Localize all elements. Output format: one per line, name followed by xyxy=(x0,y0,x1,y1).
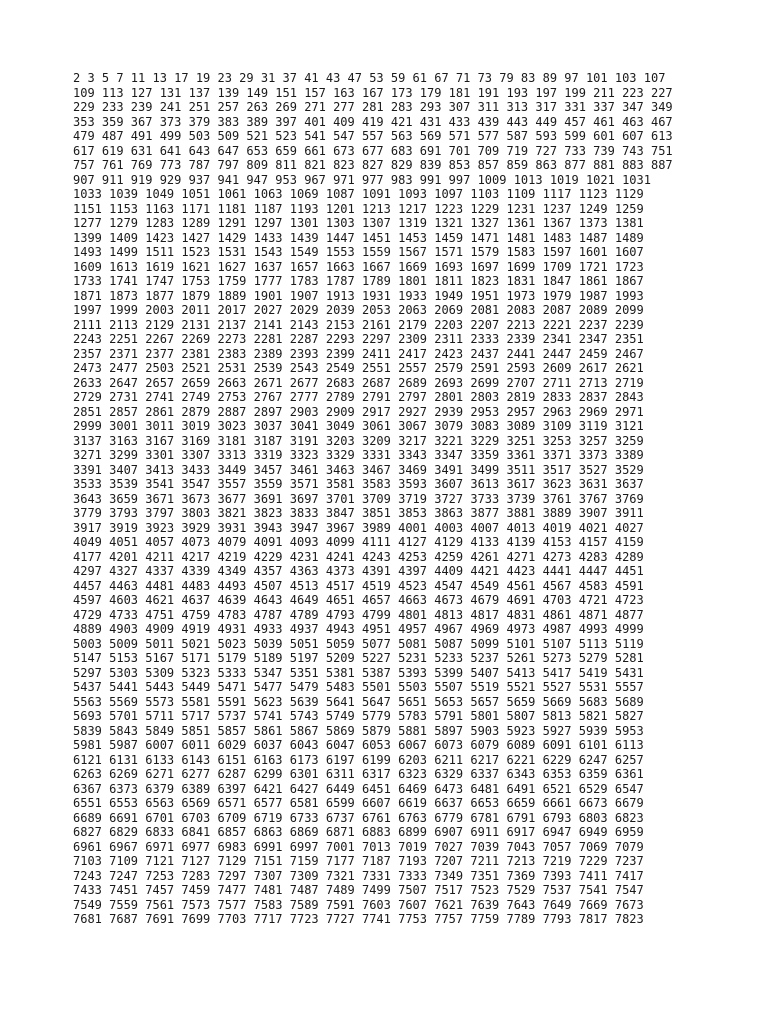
text-line: 6689 6691 6701 6703 6709 6719 6733 6737 6761 6763 6779 6781 6791 6793 6803 6823 xyxy=(73,810,644,825)
text-line: 5563 5569 5573 5581 5591 5623 5639 5641 5647 5651 5653 5657 5659 5669 5683 5689 xyxy=(73,694,644,709)
text-line: 1871 1873 1877 1879 1889 1901 1907 1913 1931 1933 1949 1951 1973 1979 1987 1993 xyxy=(73,288,644,303)
text-line: 2 3 5 7 11 13 17 19 23 29 31 37 41 43 47 53 59 61 67 71 73 79 83 89 97 101 103 107 xyxy=(73,71,666,85)
text-line: 1033 1039 1049 1051 1061 1063 1069 1087 1091 1093 1097 1103 1109 1117 1123 1129 xyxy=(73,187,644,201)
text-line: 5147 5153 5167 5171 5179 5189 5197 5209 5227 5231 5233 5237 5261 5273 5279 5281 xyxy=(73,651,644,665)
text-line: 1277 1279 1283 1289 1291 1297 1301 1303 1307 1319 1321 1327 1361 1367 1373 1381 xyxy=(73,216,644,230)
text-line: 5839 5843 5849 5851 5857 5861 5867 5869 5879 5881 5897 5903 5923 5927 5939 5953 xyxy=(73,723,644,738)
text-line: 7549 7559 7561 7573 7577 7583 7589 7591 7603 7607 7621 7639 7643 7649 7669 7673 xyxy=(73,897,644,912)
text-line: 6827 6829 6833 6841 6857 6863 6869 6871 6883 6899 6907 6911 6917 6947 6949 6959 xyxy=(73,825,644,839)
prime-number-list xyxy=(73,71,763,927)
text-line: 7103 7109 7121 7127 7129 7151 7159 7177 7187 7193 7207 7211 7213 7219 7229 7237 xyxy=(73,854,644,868)
text-line: 7433 7451 7457 7459 7477 7481 7487 7489 7499 7507 7517 7523 7529 7537 7541 7547 xyxy=(73,883,644,897)
text-line: 1399 1409 1423 1427 1429 1433 1439 1447 1451 1453 1459 1471 1481 1483 1487 1489 xyxy=(73,230,644,245)
text-line: 2243 2251 2267 2269 2273 2281 2287 2293 2297 2309 2311 2333 2339 2341 2347 2351 xyxy=(73,332,644,346)
text-line: 5437 5441 5443 5449 5471 5477 5479 5483 5501 5503 5507 5519 5521 5527 5531 5557 xyxy=(73,680,644,694)
text-line: 4889 4903 4909 4919 4931 4933 4937 4943 4951 4957 4967 4969 4973 4987 4993 4999 xyxy=(73,622,644,636)
text-line: 7243 7247 7253 7283 7297 7307 7309 7321 7331 7333 7349 7351 7369 7393 7411 7417 xyxy=(73,868,644,883)
text-line: 479 487 491 499 503 509 521 523 541 547 557 563 569 571 577 587 593 599 601 607 613 xyxy=(73,129,673,143)
text-line: 229 233 239 241 251 257 263 269 271 277 281 283 293 307 311 313 317 331 337 347 349 xyxy=(73,100,673,114)
text-line: 2633 2647 2657 2659 2663 2671 2677 2683 2687 2689 2693 2699 2707 2711 2713 2719 xyxy=(73,375,644,390)
text-line: 2473 2477 2503 2521 2531 2539 2543 2549 2551 2557 2579 2591 2593 2609 2617 2621 xyxy=(73,361,644,375)
text-line: 109 113 127 131 137 139 149 151 157 163 167 173 179 181 191 193 197 199 211 223 227 xyxy=(73,85,673,100)
text-line: 3643 3659 3671 3673 3677 3691 3697 3701 3709 3719 3727 3733 3739 3761 3767 3769 xyxy=(73,491,644,506)
text-line: 2111 2113 2129 2131 2137 2141 2143 2153 2161 2179 2203 2207 2213 2221 2237 2239 xyxy=(73,317,644,332)
text-line: 4297 4327 4337 4339 4349 4357 4363 4373 4391 4397 4409 4421 4423 4441 4447 4451 xyxy=(73,564,644,578)
text-line: 3533 3539 3541 3547 3557 3559 3571 3581 3583 3593 3607 3613 3617 3623 3631 3637 xyxy=(73,477,644,491)
text-line: 2999 3001 3011 3019 3023 3037 3041 3049 3061 3067 3079 3083 3089 3109 3119 3121 xyxy=(73,419,644,433)
text-line: 3271 3299 3301 3307 3313 3319 3323 3329 3331 3343 3347 3359 3361 3371 3373 3389 xyxy=(73,448,644,462)
text-line: 1997 1999 2003 2011 2017 2027 2029 2039 2053 2063 2069 2081 2083 2087 2089 2099 xyxy=(73,303,644,317)
text-line: 6121 6131 6133 6143 6151 6163 6173 6197 6199 6203 6211 6217 6221 6229 6247 6257 xyxy=(73,752,644,767)
text-line: 2729 2731 2741 2749 2753 2767 2777 2789 2791 2797 2801 2803 2819 2833 2837 2843 xyxy=(73,390,644,404)
text-line: 6961 6967 6971 6977 6983 6991 6997 7001 7013 7019 7027 7039 7043 7057 7069 7079 xyxy=(73,839,644,854)
text-line: 4457 4463 4481 4483 4493 4507 4513 4517 4519 4523 4547 4549 4561 4567 4583 4591 xyxy=(73,578,644,593)
text-line: 4729 4733 4751 4759 4783 4787 4789 4793 4799 4801 4813 4817 4831 4861 4871 4877 xyxy=(73,607,644,622)
text-line: 1609 1613 1619 1621 1627 1637 1657 1663 1667 1669 1693 1697 1699 1709 1721 1723 xyxy=(73,259,644,274)
text-line: 6367 6373 6379 6389 6397 6421 6427 6449 6451 6469 6473 6481 6491 6521 6529 6547 xyxy=(73,781,644,796)
text-line: 353 359 367 373 379 383 389 397 401 409 419 421 431 433 439 443 449 457 461 463 467 xyxy=(73,114,673,129)
text-line: 1493 1499 1511 1523 1531 1543 1549 1553 1559 1567 1571 1579 1583 1597 1601 1607 xyxy=(73,245,644,259)
text-line: 2357 2371 2377 2381 2383 2389 2393 2399 2411 2417 2423 2437 2441 2447 2459 2467 xyxy=(73,346,644,361)
text-line: 5297 5303 5309 5323 5333 5347 5351 5381 5387 5393 5399 5407 5413 5417 5419 5431 xyxy=(73,665,644,680)
text-line: 6551 6553 6563 6569 6571 6577 6581 6599 6607 6619 6637 6653 6659 6661 6673 6679 xyxy=(73,796,644,810)
text-line: 5003 5009 5011 5021 5023 5039 5051 5059 5077 5081 5087 5099 5101 5107 5113 5119 xyxy=(73,636,644,651)
text-line: 3137 3163 3167 3169 3181 3187 3191 3203 3209 3217 3221 3229 3251 3253 3257 3259 xyxy=(73,433,644,448)
text-line: 7681 7687 7691 7699 7703 7717 7723 7727 7741 7753 7757 7759 7789 7793 7817 7823 xyxy=(73,912,644,926)
text-line: 4177 4201 4211 4217 4219 4229 4231 4241 4243 4253 4259 4261 4271 4273 4283 4289 xyxy=(73,549,644,564)
text-line: 617 619 631 641 643 647 653 659 661 673 677 683 691 701 709 719 727 733 739 743 751 xyxy=(73,143,673,158)
text-line: 1733 1741 1747 1753 1759 1777 1783 1787 1789 1801 1811 1823 1831 1847 1861 1867 xyxy=(73,274,644,288)
text-line: 5981 5987 6007 6011 6029 6037 6043 6047 6053 6067 6073 6079 6089 6091 6101 6113 xyxy=(73,738,644,752)
text-line: 2851 2857 2861 2879 2887 2897 2903 2909 2917 2927 2939 2953 2957 2963 2969 2971 xyxy=(73,404,644,419)
text-line: 3779 3793 3797 3803 3821 3823 3833 3847 3851 3853 3863 3877 3881 3889 3907 3911 xyxy=(73,506,644,520)
text-line: 3391 3407 3413 3433 3449 3457 3461 3463 3467 3469 3491 3499 3511 3517 3527 3529 xyxy=(73,462,644,477)
text-line: 4049 4051 4057 4073 4079 4091 4093 4099 4111 4127 4129 4133 4139 4153 4157 4159 xyxy=(73,535,644,549)
text-line: 6263 6269 6271 6277 6287 6299 6301 6311 6317 6323 6329 6337 6343 6353 6359 6361 xyxy=(73,767,644,781)
text-line: 757 761 769 773 787 797 809 811 821 823 827 829 839 853 857 859 863 877 881 883 887 xyxy=(73,158,673,172)
text-line: 5693 5701 5711 5717 5737 5741 5743 5749 5779 5783 5791 5801 5807 5813 5821 5827 xyxy=(73,709,644,723)
text-line: 907 911 919 929 937 941 947 953 967 971 977 983 991 997 1009 1013 1019 1021 1031 xyxy=(73,172,651,187)
text-line: 1151 1153 1163 1171 1181 1187 1193 1201 1213 1217 1223 1229 1231 1237 1249 1259 xyxy=(73,201,644,216)
text-line: 3917 3919 3923 3929 3931 3943 3947 3967 3989 4001 4003 4007 4013 4019 4021 4027 xyxy=(73,520,644,535)
text-line: 4597 4603 4621 4637 4639 4643 4649 4651 4657 4663 4673 4679 4691 4703 4721 4723 xyxy=(73,593,644,607)
